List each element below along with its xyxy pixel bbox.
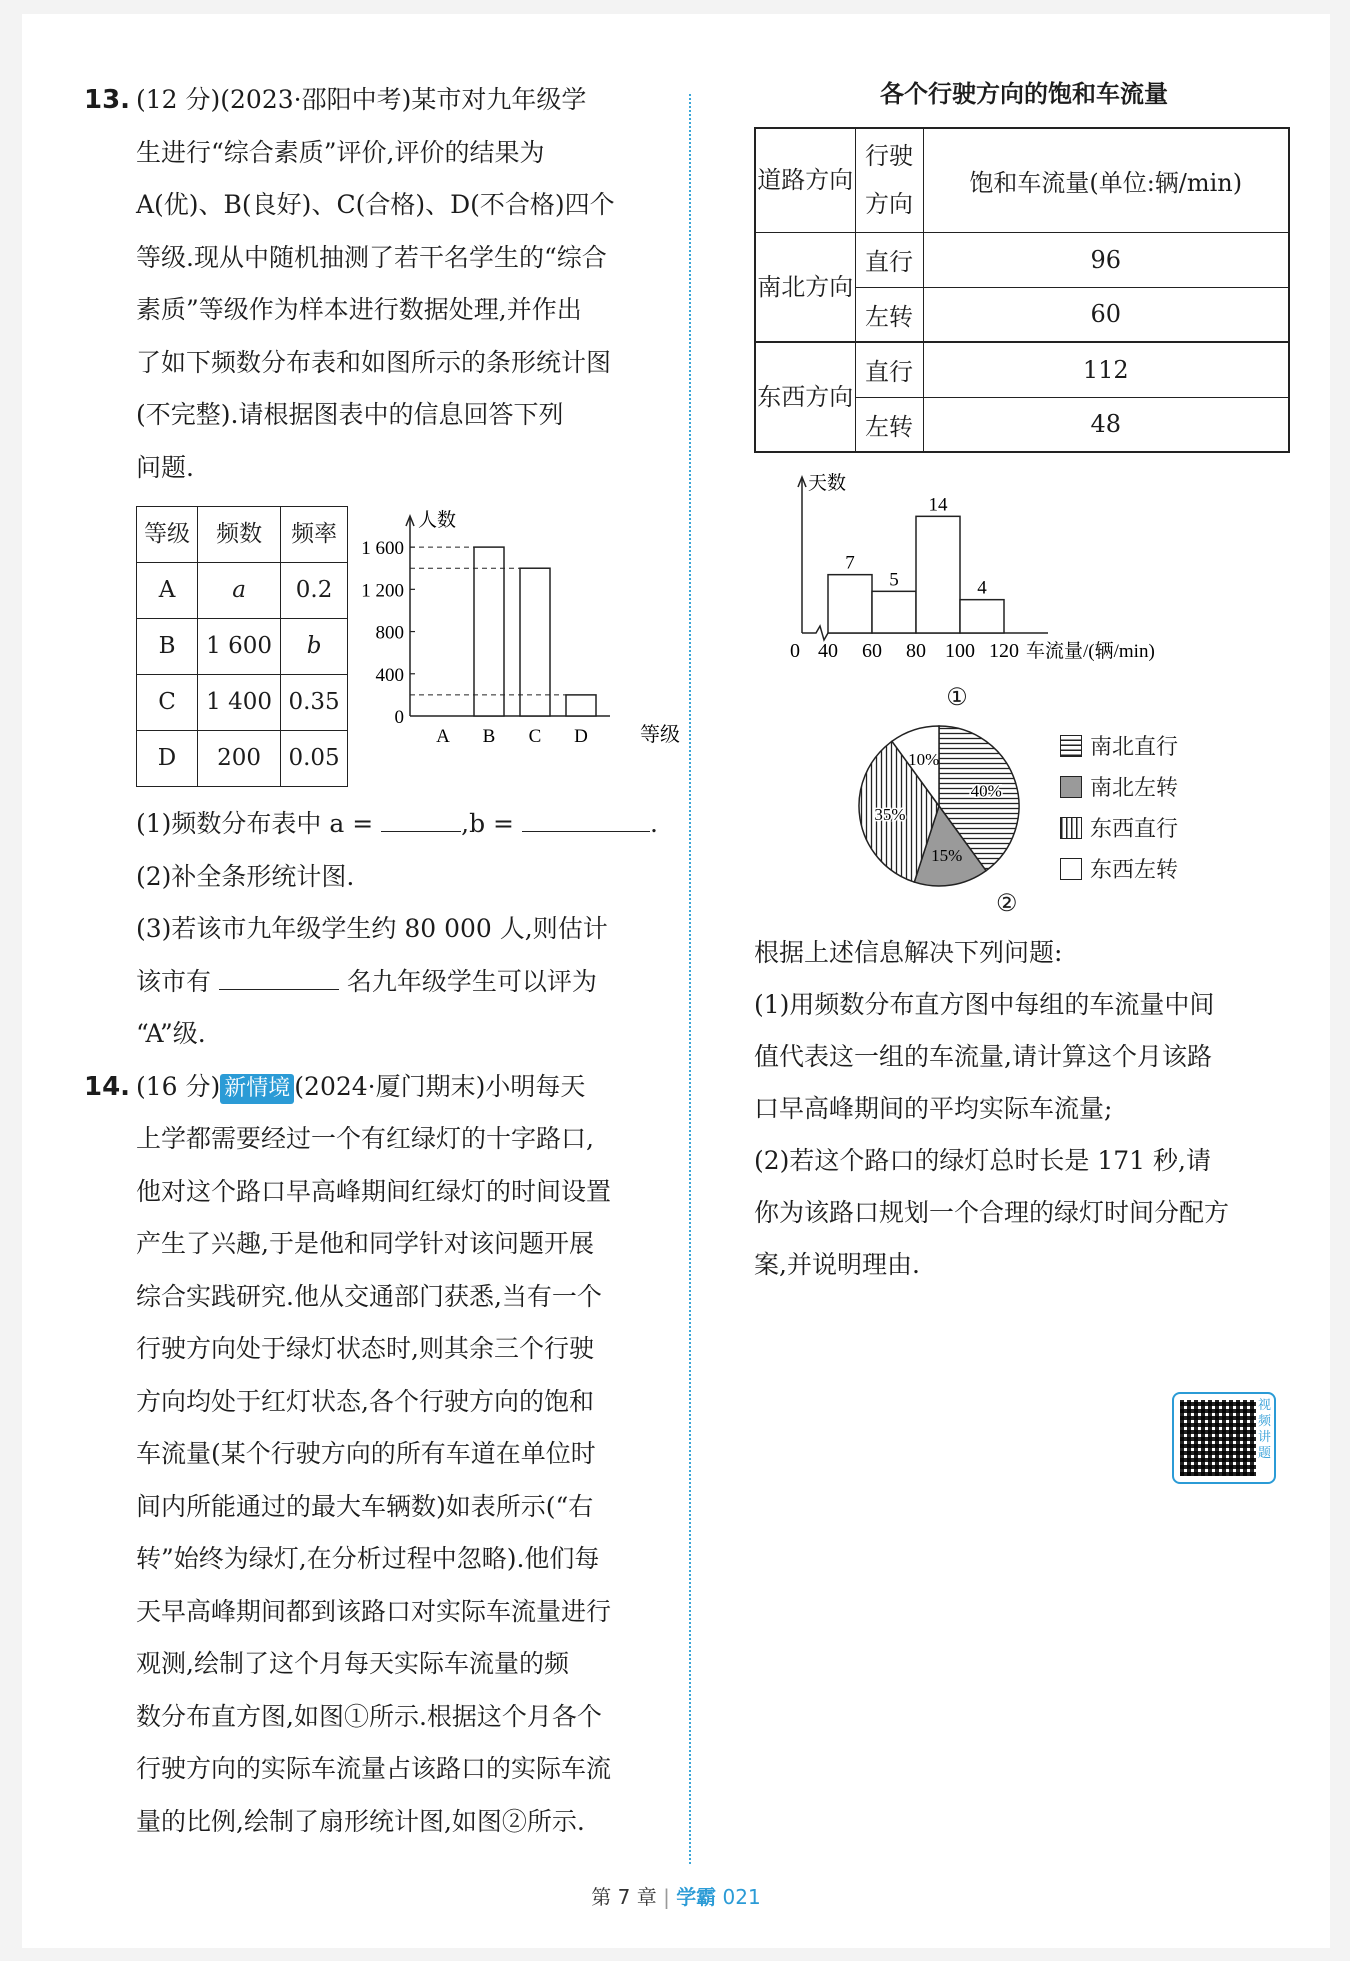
y-tick-label: 0 <box>394 707 404 728</box>
bar <box>474 547 504 716</box>
q14-line: 产生了兴趣,于是他和同学针对该问题开展 <box>136 1229 594 1258</box>
table-cell: 96 <box>923 232 1289 287</box>
table-cell: C <box>137 675 198 731</box>
table-cell: 0.2 <box>281 563 348 619</box>
traffic-pie-chart <box>854 721 1024 891</box>
new-scenario-tag: 新情境 <box>220 1074 294 1104</box>
q14-line: 数分布直方图,如图①所示.根据这个月各个 <box>136 1701 602 1731</box>
q14-line: 间内所能通过的最大车辆数)如表所示(“右 <box>136 1491 594 1521</box>
q14-sub2-line: (2)若这个路口的绿灯总时长是 171 秒,请 <box>754 1146 1211 1175</box>
q13-line: 生进行“综合素质”评价,评价的结果为 <box>136 137 545 167</box>
legend-item <box>1060 848 1178 889</box>
x-tick-label: 120 <box>989 640 1019 662</box>
question-13 <box>84 74 684 1061</box>
table-cell: 200 <box>198 731 281 787</box>
x-tick-label: D <box>574 726 588 747</box>
table-cell: a <box>198 563 281 619</box>
flow-table <box>754 127 1290 453</box>
q14-line: 他对这个路口早高峰期间红绿灯的时间设置 <box>136 1176 612 1206</box>
chapter-label: 第 7 章 <box>591 1885 657 1909</box>
bar <box>520 568 550 716</box>
figure-1-label: ① <box>946 683 968 711</box>
page <box>22 14 1330 1948</box>
q14-sub1-line: (1)用频数分布直方图中每组的车流量中间 <box>754 990 1215 1019</box>
answer-blank-b[interactable] <box>522 802 650 832</box>
histogram-bar <box>916 516 960 633</box>
bar <box>566 695 596 716</box>
table-header: 频数 <box>198 507 281 563</box>
q13-line: 了如下频数分布表和如图所示的条形统计图 <box>136 347 612 377</box>
answer-blank-count[interactable] <box>219 960 339 990</box>
flow-table-title: 各个行驶方向的饱和车流量 <box>880 80 1168 108</box>
legend-label: 东西左转 <box>1090 858 1179 883</box>
legend-item <box>1060 766 1178 807</box>
legend-label: 南北直行 <box>1090 735 1179 760</box>
pie-legend <box>1060 725 1178 889</box>
table-cell: 左转 <box>855 397 923 452</box>
q14-source: (2024·厦门期末)小明每天 <box>294 1071 586 1101</box>
legend-swatch <box>1060 817 1082 839</box>
qr-code-icon <box>1180 1400 1256 1476</box>
table-cell: 60 <box>923 287 1289 342</box>
q13-line: A(优)、B(良好)、C(合格)、D(不合格)四个 <box>136 190 615 219</box>
table-cell: 1 600 <box>198 619 281 675</box>
y-tick-label: 800 <box>375 622 404 644</box>
slice-label: 35% <box>874 804 906 824</box>
table-header: 饱和车流量(单位:辆/min) <box>923 128 1289 232</box>
answer-blank-a[interactable] <box>381 802 461 832</box>
q14-line: 上学都需要经过一个有红绿灯的十字路口, <box>136 1124 594 1153</box>
table-cell: 左转 <box>855 287 923 342</box>
q13-line: (12 分)(2023·邵阳中考)某市对九年级学 <box>136 85 587 114</box>
table-header: 道路方向 <box>755 128 855 232</box>
table-cell: D <box>137 731 198 787</box>
q14-sub2-line: 你为该路口规划一个合理的绿灯时间分配方 <box>754 1198 1230 1227</box>
table-cell: 直行 <box>855 232 923 287</box>
q13-sub3-line2 <box>136 956 684 1009</box>
table-cell: 0.05 <box>281 731 348 787</box>
q14-line: 量的比例,绘制了扇形统计图,如图②所示. <box>136 1806 585 1836</box>
y-tick-label: 1 200 <box>361 580 404 602</box>
slice-label: 40% <box>970 781 1002 801</box>
table-header: 行驶方向 <box>855 128 923 232</box>
y-tick-label: 1 600 <box>361 538 404 560</box>
x-axis-label: 等级 <box>640 724 680 746</box>
q13-line: 等级.现从中随机抽测了若干名学生的“综合 <box>136 242 607 272</box>
y-tick-label: 400 <box>375 664 404 686</box>
table-cell: 南北方向 <box>755 232 855 342</box>
x-tick-label: 80 <box>906 640 926 662</box>
q14-line: 行驶方向处于绿灯状态时,则其余三个行驶 <box>136 1334 594 1363</box>
q13-figures <box>136 506 684 798</box>
histogram-bar <box>828 575 872 633</box>
sub1-text-a: (1)频数分布表中 a = <box>136 809 374 838</box>
sub3-pre: 该市有 <box>136 966 212 996</box>
data-label: 4 <box>977 577 987 599</box>
histogram-bar <box>872 591 916 633</box>
table-cell: 48 <box>923 397 1289 452</box>
table-header: 频率 <box>281 507 348 563</box>
table-cell: b <box>281 619 348 675</box>
q14-solve <box>754 927 1294 1291</box>
legend-label: 东西直行 <box>1090 817 1179 842</box>
qr-label: 视频讲题 <box>1258 1398 1272 1461</box>
frequency-table <box>136 506 348 787</box>
solve-intro: 根据上述信息解决下列问题: <box>754 938 1063 967</box>
q14-line: 天早高峰期间都到该路口对实际车流量进行 <box>136 1596 612 1626</box>
slice-label: 15% <box>931 845 963 865</box>
table-cell: 0.35 <box>281 675 348 731</box>
traffic-histogram <box>762 473 1262 673</box>
x-tick-label: 60 <box>862 640 882 662</box>
x-tick-label: 40 <box>818 640 838 662</box>
legend-label: 南北左转 <box>1090 776 1179 801</box>
q14-line: 方向均处于红灯状态,各个行驶方向的饱和 <box>136 1386 594 1416</box>
q13-sub2: (2)补全条形统计图. <box>136 861 355 891</box>
q14-score: (16 分) <box>136 1071 221 1101</box>
y-axis-label: 天数 <box>808 473 847 494</box>
left-column <box>84 74 684 1848</box>
video-qr-code[interactable] <box>1172 1392 1276 1484</box>
q14-line: 观测,绘制了这个月每天实际车流量的频 <box>136 1649 569 1678</box>
table-cell: 东西方向 <box>755 342 855 452</box>
x-tick-label: C <box>528 726 542 747</box>
q14-line: 转”始终为绿灯,在分析过程中忽略).他们每 <box>136 1544 600 1573</box>
brand-label: 学霸 <box>676 1885 717 1909</box>
question-number: 13. <box>84 85 131 115</box>
q13-line: 素质”等级作为样本进行数据处理,并作出 <box>136 295 582 324</box>
x-tick-label: 100 <box>945 640 975 662</box>
table-cell: 直行 <box>855 342 923 397</box>
table-cell: 112 <box>923 342 1289 397</box>
legend-item <box>1060 807 1178 848</box>
q13-sub3-line1: (3)若该市九年级学生约 80 000 人,则估计 <box>136 914 608 943</box>
q14-line: 行驶方向的实际车流量占该路口的实际车流 <box>136 1754 612 1783</box>
legend-item <box>1060 725 1178 766</box>
x-tick-label: B <box>482 726 496 747</box>
question-number: 14. <box>84 1071 131 1102</box>
q14-line: 综合实践研究.他从交通部门获悉,当有一个 <box>136 1281 602 1311</box>
q13-sub1 <box>136 798 684 851</box>
question-14 <box>84 1061 684 1849</box>
slice-label: 10% <box>908 749 940 769</box>
sub1-text-b: ,b = <box>461 809 514 838</box>
q14-line: 车流量(某个行驶方向的所有车道在单位时 <box>136 1439 596 1468</box>
table-cell: A <box>137 563 198 619</box>
legend-swatch <box>1060 735 1082 757</box>
table-cell: B <box>137 619 198 675</box>
q14-sub2-line: 案,并说明理由. <box>754 1250 920 1279</box>
sub3-post: 名九年级学生可以评为 <box>346 966 597 996</box>
data-label: 7 <box>845 552 855 574</box>
q13-line: 问题. <box>136 452 194 482</box>
data-label: 5 <box>889 569 899 591</box>
table-header: 等级 <box>137 507 198 563</box>
data-label: 14 <box>928 494 948 516</box>
x-tick-label: 0 <box>790 640 800 662</box>
page-number: 021 <box>722 1885 761 1909</box>
page-footer: 第 7 章 | 学霸 021 <box>591 1885 761 1909</box>
q13-line: (不完整).请根据图表中的信息回答下列 <box>136 400 564 429</box>
grade-bar-chart <box>358 506 688 756</box>
figure-2-label: ② <box>996 889 1018 917</box>
table-cell: 1 400 <box>198 675 281 731</box>
x-tick-label: A <box>436 726 450 747</box>
q14-sub1-line: 值代表这一组的车流量,请计算这个月该路 <box>754 1042 1212 1071</box>
sub1-end: . <box>649 809 658 838</box>
histogram-bar <box>960 600 1004 633</box>
column-divider <box>689 94 691 1864</box>
right-column <box>754 74 1294 1291</box>
pie-figure <box>754 721 1294 917</box>
q13-sub3-line3: “A”级. <box>136 1019 206 1048</box>
y-axis-label: 人数 <box>418 510 457 531</box>
legend-swatch <box>1060 858 1082 880</box>
q14-sub1-line: 口早高峰期间的平均实际车流量; <box>754 1094 1113 1123</box>
legend-swatch <box>1060 776 1082 798</box>
x-axis-label: 车流量/(辆/min) <box>1026 641 1155 662</box>
